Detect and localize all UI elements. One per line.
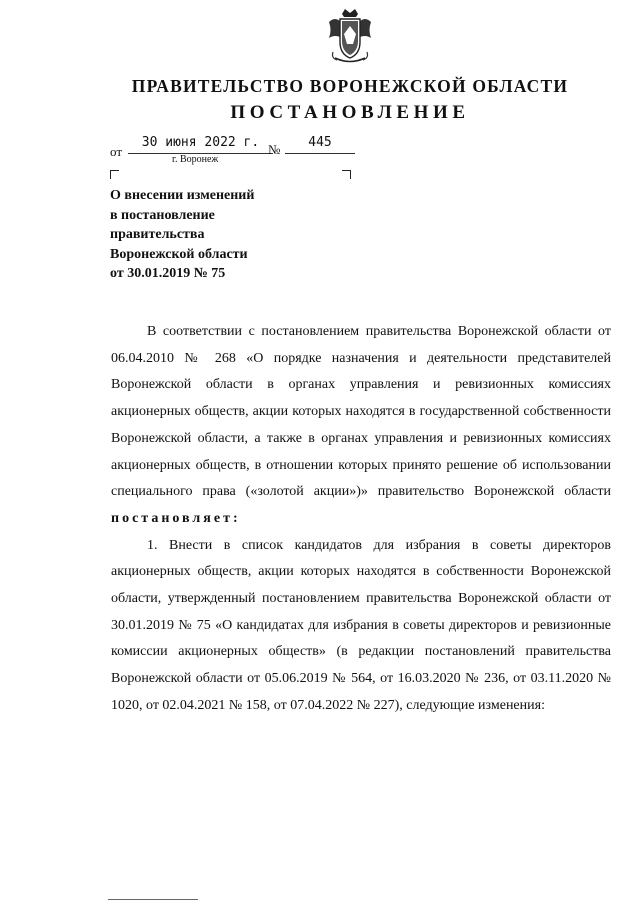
subject-line: Воронежской области (110, 246, 248, 262)
number-label: № (268, 142, 281, 157)
document-body (111, 319, 611, 720)
city-label: г. Воронеж (172, 154, 219, 165)
document-type: ПОСТАНОВЛЕНИЕ (230, 102, 470, 123)
document-number: 445 (285, 135, 355, 154)
subject-line: в постановление (110, 207, 215, 223)
coat-of-arms-icon (325, 8, 375, 66)
preamble-text: В соответствии с постановлением правительства Воронежской области от 06.04.2010 № 268 «О порядке назначения и деятельности представителей Воронежской области в органах управления и ревизионных комиссиях акционерных обществ, акции которых находятся в государственной собственности Воронежской области, а также в органах управления и ревизионных комиссиях акционерных обществ, в отношении которых принято решение об использовании специального права («золотой акции»)» правительство Воронежской области (111, 324, 611, 500)
document-date: 30 июня 2022 г. (128, 135, 273, 154)
government-title: ПРАВИТЕЛЬСТВО ВОРОНЕЖСКОЙ ОБЛАСТИ (131, 76, 569, 96)
subject-line: О внесении изменений (110, 188, 255, 203)
corner-mark-left (110, 170, 119, 179)
subject-line: правительства (110, 227, 205, 242)
corner-mark-right (342, 170, 351, 179)
item-1-paragraph: 1. Внести в список кандидатов для избрания в советы директоров акционерных обществ, акции которых находятся в собственности Воронежской области, утвержденный постановлением правительства Воронежской области от 30.01.2019 № 75 «О кандидатах для избрания в советы директоров и ревизионные комиссии акционерных обществ» (в редакции постановлений правительства Воронежской области от 05.06.2019 № 564, от 16.03.2020 № 236, от 03.11.2020 № 1020, от 02.04.2021 № 158, от 07.04.2022 № 227), следующие изменения: (111, 537, 611, 713)
date-label: от (110, 144, 123, 159)
decree-word: постановляет: (111, 510, 241, 526)
footer-rule (108, 899, 198, 900)
subject-line: от 30.01.2019 № 75 (110, 266, 226, 281)
document-subject (110, 186, 254, 284)
preamble-paragraph (111, 319, 611, 533)
